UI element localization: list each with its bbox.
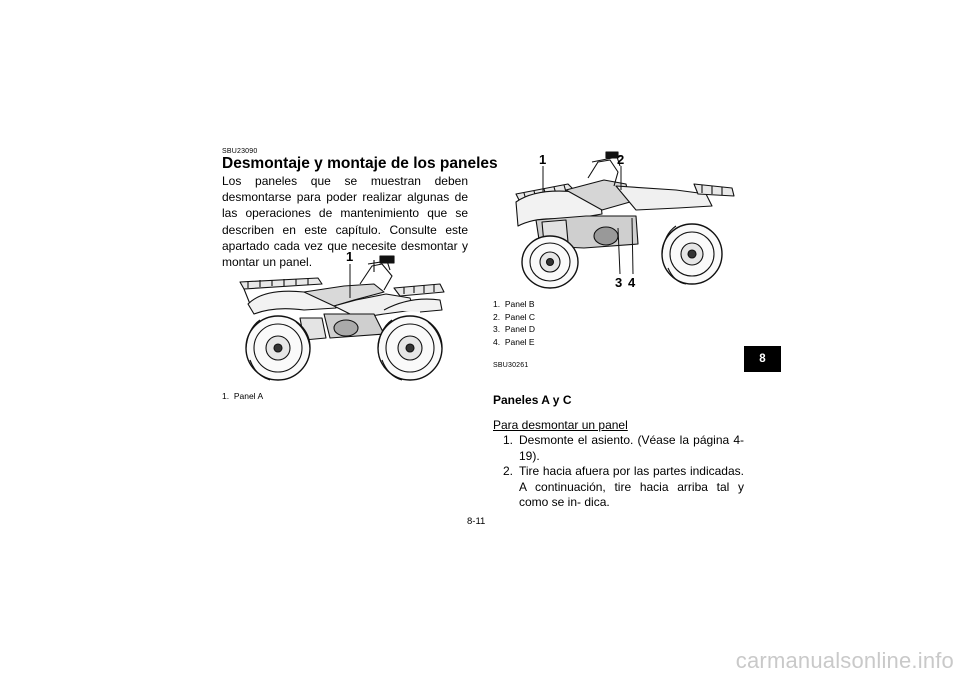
atv-three-quarter-view-illustration — [506, 150, 740, 290]
figure-callout-1: 1 — [539, 152, 547, 167]
chapter-tab: 8 — [744, 346, 781, 372]
caption-item: 4. Panel E — [493, 336, 535, 347]
step-item: 2. Tire hacia afuera por las partes indicadas. A continuación, tire hacia arriba tal y como se in- dica. — [502, 464, 744, 510]
left-figure-captions — [222, 390, 263, 403]
subsection-heading: Paneles A y C — [493, 393, 572, 407]
caption-item: 3. Panel D — [493, 324, 536, 335]
section-ref-code: SBU23090 — [222, 148, 258, 155]
figure-callout-2: 2 — [617, 152, 625, 167]
intro-paragraph: Los paneles que se muestran deben desmontarse para poder realizar algunas de las operaciones de mantenimiento que se describen en este capítulo. Consulte este apartado cada vez que necesite desmontar y montar un panel. — [222, 174, 468, 270]
caption-item: 2. Panel C — [493, 311, 536, 322]
figure-callout-3: 3 — [615, 275, 623, 290]
step-item: 1. Desmonte el asiento. (Véase la página 4-19). — [502, 433, 744, 463]
caption-item: 1. Panel A — [222, 391, 264, 401]
right-figure-captions — [493, 298, 535, 348]
watermark: carmanualsonline.info — [735, 648, 954, 673]
caption-item: 1. Panel B — [493, 299, 535, 309]
figure-callout-1: 1 — [346, 249, 354, 264]
page-number: 8-11 — [467, 516, 486, 527]
section-title: Desmontaje y montaje de los paneles — [222, 155, 498, 172]
figure-callout-4: 4 — [628, 275, 636, 290]
atv-figure-panel-a — [234, 248, 454, 388]
atv-side-view-illustration — [234, 248, 454, 388]
procedure-title: Para desmontar un panel — [493, 418, 628, 432]
atv-figure-panels-b-e — [506, 150, 740, 290]
procedure-steps — [493, 433, 744, 511]
subsection-ref-code: SBU30261 — [493, 362, 529, 369]
